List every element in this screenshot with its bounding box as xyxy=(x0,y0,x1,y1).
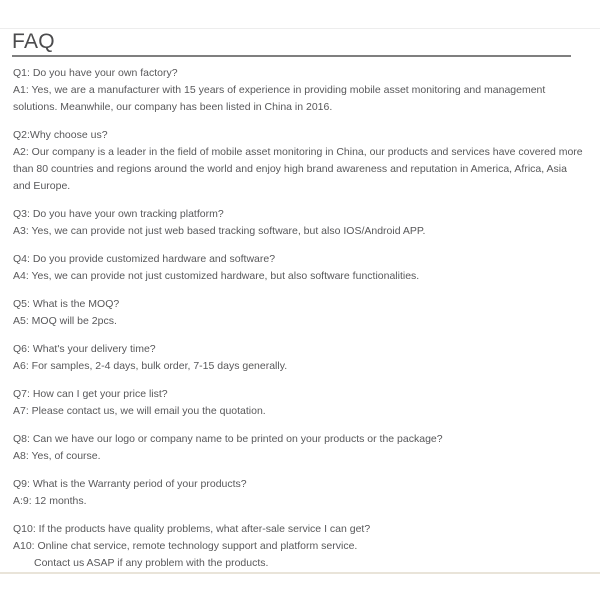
faq-question: Q8: Can we have our logo or company name to be printed on your products or the package? xyxy=(13,433,443,445)
faq-answer-continuation: Contact us ASAP if any problem with the products. xyxy=(34,557,269,569)
faq-question: Q1: Do you have your own factory? xyxy=(13,67,178,79)
faq-question: Q2:Why choose us? xyxy=(13,129,108,141)
faq-item xyxy=(13,386,599,420)
faq-answer-line: A2: Our company is a leader in the field of mobile asset monitoring in China, our products and services have covered more xyxy=(13,146,583,158)
faq-item xyxy=(13,521,599,572)
faq-answer-line: and Europe. xyxy=(13,180,71,192)
faq-item xyxy=(13,476,599,510)
faq-question: Q9: What is the Warranty period of your products? xyxy=(13,478,247,490)
faq-answer-line: A10: Online chat service, remote technology support and platform service. xyxy=(13,540,358,552)
faq-question: Q7: How can I get your price list? xyxy=(13,388,168,400)
faq-answer-line: A8: Yes, of course. xyxy=(13,450,101,462)
faq-question: Q5: What is the MOQ? xyxy=(13,298,120,310)
faq-item xyxy=(13,127,599,195)
faq-answer-line: A:9: 12 months. xyxy=(13,495,87,507)
top-divider xyxy=(0,28,600,29)
faq-item xyxy=(13,251,599,285)
faq-answer-line: A6: For samples, 2-4 days, bulk order, 7-15 days generally. xyxy=(13,360,288,372)
faq-item xyxy=(13,206,599,240)
faq-answer-line: solutions. Meanwhile, our company has been listed in China in 2016. xyxy=(13,101,333,113)
faq-item xyxy=(13,65,599,116)
faq-answer-line: A5: MOQ will be 2pcs. xyxy=(13,315,117,327)
faq-answer-line: A4: Yes, we can provide not just customized hardware, but also software functionalities. xyxy=(13,270,420,282)
faq-answer-line: than 80 countries and regions around the world and enjoy high brand awareness and reputation in America, Africa, Asia xyxy=(13,163,567,175)
faq-section xyxy=(13,65,599,572)
faq-question: Q4: Do you provide customized hardware and software? xyxy=(13,253,276,265)
faq-question: Q3: Do you have your own tracking platform? xyxy=(13,208,224,220)
faq-answer-line: A3: Yes, we can provide not just web based tracking software, but also IOS/Android APP. xyxy=(13,225,426,237)
bottom-divider xyxy=(0,572,600,574)
page-title: FAQ xyxy=(12,30,55,53)
faq-item xyxy=(13,341,599,375)
faq-item xyxy=(13,431,599,465)
faq-item xyxy=(13,296,599,330)
faq-question: Q6: What's your delivery time? xyxy=(13,343,156,355)
title-underline xyxy=(12,55,571,57)
faq-question: Q10: If the products have quality problems, what after-sale service I can get? xyxy=(13,523,371,535)
faq-answer-line: A7: Please contact us, we will email you the quotation. xyxy=(13,405,266,417)
faq-answer-line: A1: Yes, we are a manufacturer with 15 years of experience in providing mobile asset monitoring and management xyxy=(13,84,546,96)
